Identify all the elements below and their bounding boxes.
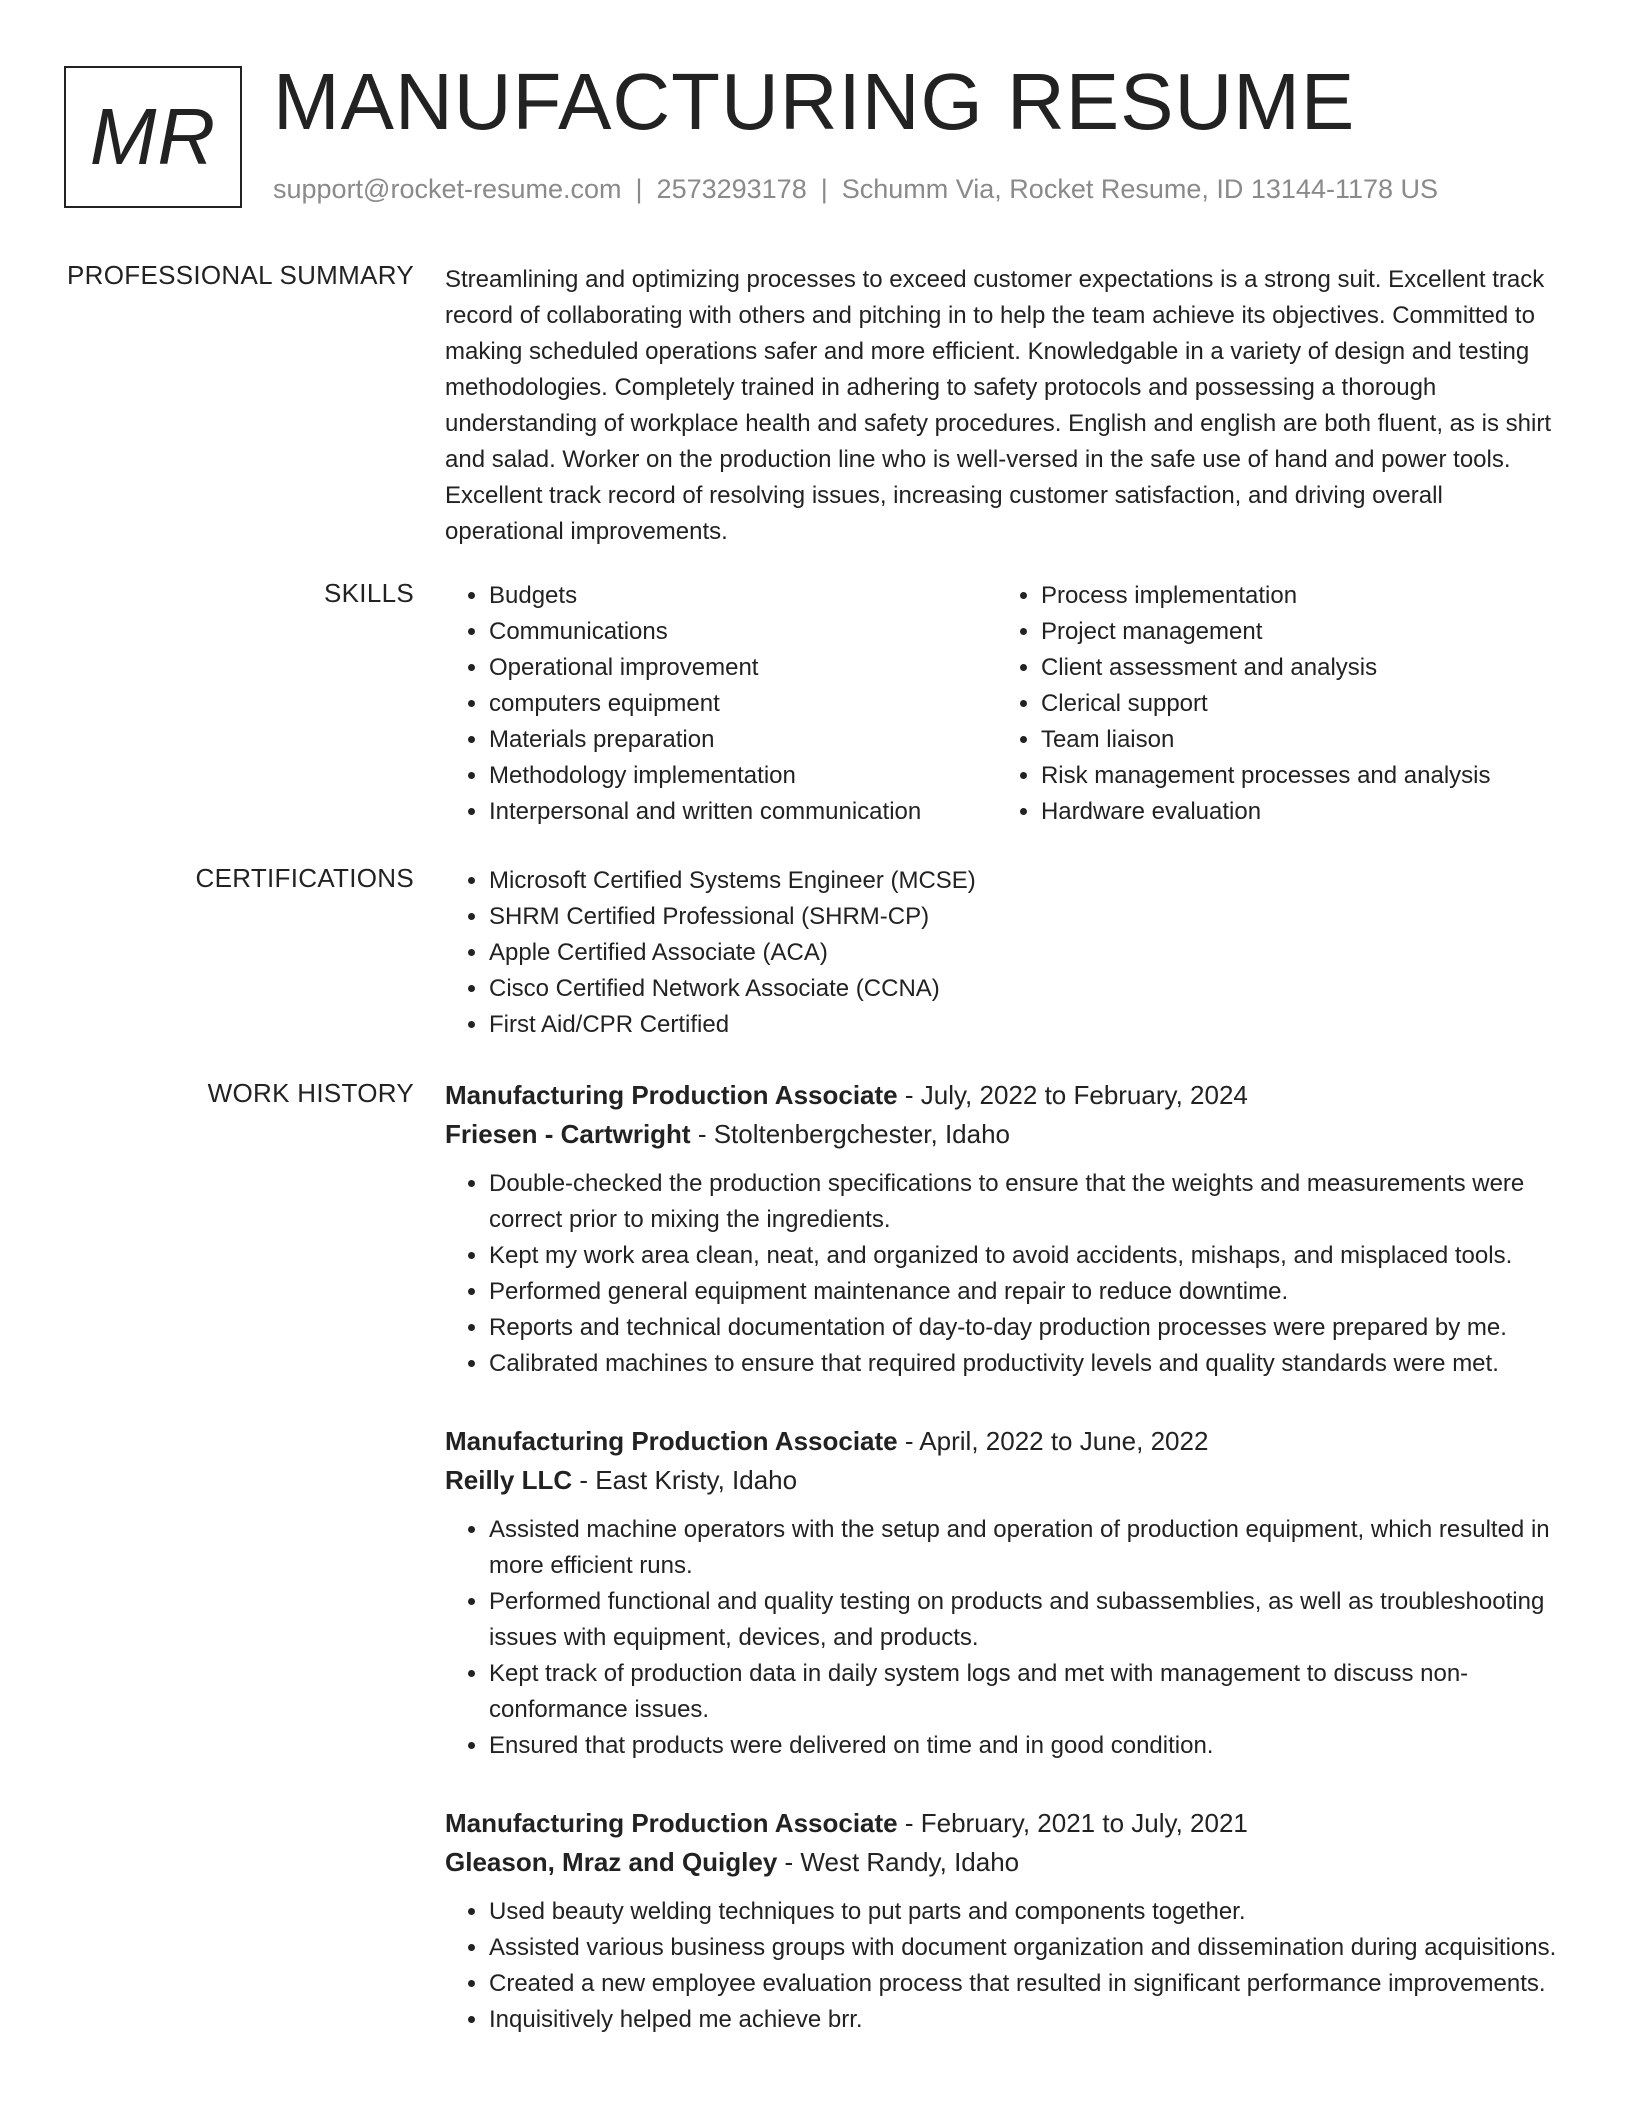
job-entry <box>445 1804 1560 2038</box>
job-bullet: • Kept track of production data in daily system logs and met with management to discuss non-conformance issues. <box>489 1656 1560 1728</box>
section-label-summary: PROFESSIONAL SUMMARY <box>67 260 414 290</box>
certification-item: • Apple Certified Associate (ACA) <box>489 935 1560 971</box>
skills-list-col2 <box>997 578 1560 830</box>
job-title: Manufacturing Production Associate <box>445 1426 898 1456</box>
resume-title: MANUFACTURING RESUME <box>273 57 1356 146</box>
job-heading <box>445 1804 1560 1843</box>
skill-item: • Project management <box>1041 614 1560 650</box>
job-bullet: • Assisted various business groups with document organization and dissemination during acquisitions. <box>489 1930 1560 1966</box>
job-bullet: • Ensured that products were delivered on time and in good condition. <box>489 1728 1560 1764</box>
job-employer <box>445 1843 1560 1882</box>
job-bullet: • Performed general equipment maintenance and repair to reduce downtime. <box>489 1274 1560 1310</box>
job-bullet: • Performed functional and quality testing on products and subassemblies, as well as troubleshooting issues with equipment, devices, and products. <box>489 1584 1560 1656</box>
job-bullets <box>445 1166 1560 1382</box>
contact-address: Schumm Via, Rocket Resume, ID 13144-1178 US <box>841 174 1439 204</box>
job-location: - Stoltenbergchester, Idaho <box>690 1119 1011 1149</box>
certifications-list <box>445 863 1560 1043</box>
skill-item: • Materials preparation <box>489 722 997 758</box>
job-bullet: • Created a new employee evaluation process that resulted in significant performance improvements. <box>489 1966 1560 2002</box>
skill-item: • computers equipment <box>489 686 997 722</box>
job-entry <box>445 1076 1560 1382</box>
job-company: Gleason, Mraz and Quigley <box>445 1847 778 1877</box>
job-title: Manufacturing Production Associate <box>445 1808 898 1838</box>
job-bullet: • Double-checked the production specifications to ensure that the weights and measurements were correct prior to mixing the ingredients. <box>489 1166 1560 1238</box>
monogram-logo: MR <box>64 66 242 208</box>
job-heading <box>445 1076 1560 1115</box>
summary-text: Streamlining and optimizing processes to exceed customer expectations is a strong suit. Excellent track record of collaborating with others and pitching in to help the team achieve its objectives. Committed to making scheduled operations safer and more efficient. Knowledgable in a variety of design and testing methodologies. Completely trained in adhering to safety protocols and possessing a thorough understanding of workplace health and safety procedures. English and english are both fluent, as is shirt and salad. Worker on the production line who is well-versed in the safe use of hand and power tools. Excellent track record of resolving issues, increasing customer satisfaction, and driving overall operational improvements. <box>445 266 1552 545</box>
job-bullet: • Calibrated machines to ensure that required productivity levels and quality standards were met. <box>489 1346 1560 1382</box>
skill-item: • Risk management processes and analysis <box>1041 758 1560 794</box>
skill-item: • Operational improvement <box>489 650 997 686</box>
skill-item: • Budgets <box>489 578 997 614</box>
work-history-body <box>445 1076 1560 2078</box>
job-heading <box>445 1422 1560 1461</box>
section-label-skills: SKILLS <box>324 578 414 608</box>
skill-item: • Clerical support <box>1041 686 1560 722</box>
job-entry <box>445 1422 1560 1764</box>
certification-item: • Cisco Certified Network Associate (CCNA) <box>489 971 1560 1007</box>
job-bullets <box>445 1512 1560 1764</box>
certification-item: • Microsoft Certified Systems Engineer (MCSE) <box>489 863 1560 899</box>
job-title: Manufacturing Production Associate <box>445 1080 898 1110</box>
skill-item: • Hardware evaluation <box>1041 794 1560 830</box>
job-bullet: • Inquisitively helped me achieve brr. <box>489 2002 1560 2038</box>
skill-item: • Methodology implementation <box>489 758 997 794</box>
job-bullet: • Used beauty welding techniques to put parts and components together. <box>489 1894 1560 1930</box>
job-bullet: • Assisted machine operators with the setup and operation of production equipment, which resulted in more efficient runs. <box>489 1512 1560 1584</box>
skill-item: • Client assessment and analysis <box>1041 650 1560 686</box>
job-employer <box>445 1115 1560 1154</box>
skills-body <box>445 578 1560 830</box>
contact-separator: | <box>635 174 643 204</box>
job-bullet: • Kept my work area clean, neat, and organized to avoid accidents, mishaps, and misplaced tools. <box>489 1238 1560 1274</box>
job-bullets <box>445 1894 1560 2038</box>
job-company: Reilly LLC <box>445 1465 573 1495</box>
certifications-body <box>445 863 1560 1043</box>
section-label-work-history: WORK HISTORY <box>207 1078 414 1108</box>
certification-item: • First Aid/CPR Certified <box>489 1007 1560 1043</box>
contact-separator: | <box>820 174 828 204</box>
job-dates: - April, 2022 to June, 2022 <box>897 1426 1209 1456</box>
skills-list-col1 <box>445 578 997 830</box>
certification-item: • SHRM Certified Professional (SHRM-CP) <box>489 899 1560 935</box>
contact-line <box>273 174 1438 205</box>
skill-item: • Process implementation <box>1041 578 1560 614</box>
section-label-certifications: CERTIFICATIONS <box>195 863 414 893</box>
job-location: - West Randy, Idaho <box>777 1847 1020 1877</box>
contact-phone: 2573293178 <box>656 174 807 204</box>
job-location: - East Kristy, Idaho <box>572 1465 798 1495</box>
skill-item: • Interpersonal and written communication <box>489 794 997 830</box>
job-company: Friesen - Cartwright <box>445 1119 691 1149</box>
contact-email: support@rocket-resume.com <box>273 174 622 204</box>
skill-item: • Communications <box>489 614 997 650</box>
job-dates: - February, 2021 to July, 2021 <box>897 1808 1248 1838</box>
skill-item: • Team liaison <box>1041 722 1560 758</box>
summary-body <box>445 262 1560 550</box>
job-employer <box>445 1461 1560 1500</box>
job-dates: - July, 2022 to February, 2024 <box>897 1080 1248 1110</box>
job-bullet: • Reports and technical documentation of day-to-day production processes were prepared by me. <box>489 1310 1560 1346</box>
